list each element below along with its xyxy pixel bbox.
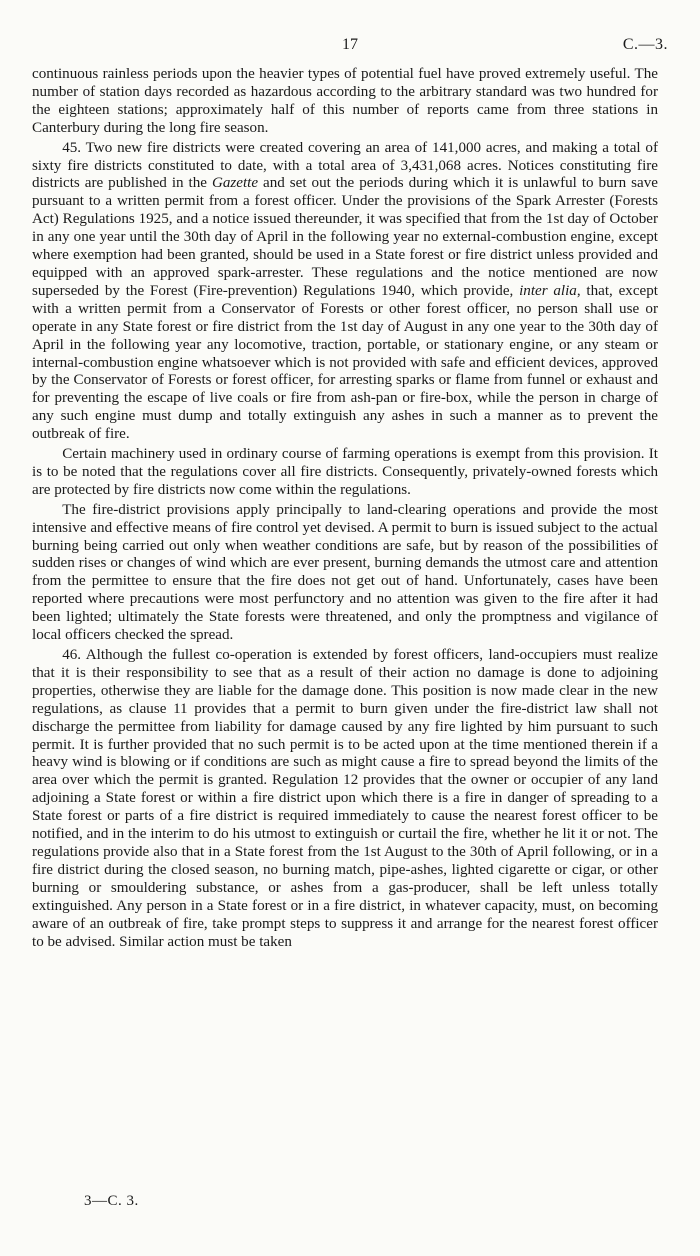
paragraph bbox=[32, 502, 658, 645]
italic-text: Gazette bbox=[211, 175, 259, 192]
page-number: 17 bbox=[342, 36, 358, 53]
paragraph bbox=[32, 647, 658, 951]
paragraph-text: The fire-district provisions apply principally to land-clearing operations and provide the most intensive and effective means of fire control yet devised. A permit to burn is issued subject to the actual burning being carried out only when weather conditions are safe, but by reason of the possibilities of sudden rises or changes of wind which are ever present, burning demands the utmost care and attention from the permittee to ensure that the fire does not get out of hand. Unfortunately, cases have been reported where precautions were most perfunctory and no attention was given to the fire after it had been lighted; ultimately the State forests were threatened, and only the promptness and vigilance of local officers checked the spread. bbox=[32, 501, 658, 644]
paragraph-text: Two new fire districts were created covering an area of 141,000 acres, and making a total of sixty fire districts constituted to date, with a total area of 3,431,068 acres. Notices constituting fire districts are published in the bbox=[32, 139, 658, 192]
document-code: C.—3. bbox=[622, 36, 668, 53]
paragraph-number: 45. bbox=[62, 139, 82, 156]
printer-signature: 3—C. 3. bbox=[84, 1193, 139, 1209]
document-body bbox=[32, 66, 658, 951]
paragraph bbox=[32, 446, 658, 500]
paragraph-text: continuous rainless periods upon the heavier types of potential fuel have proved extremely useful. The number of station days recorded as hazardous according to the arbitrary standard was two hundred for the eighteen stations; approximately half of this number of reports came from three stations in Canterbury during the long fire season. bbox=[32, 66, 658, 136]
paragraph-text: Although the fullest co-operation is extended by forest officers, land-occupiers must realize that it is their responsibility to see that as a result of their action no damage is done to adjoining properties, otherwise they are liable for the damage done. This position is now made clear in the new regulations, as clause 11 provides that a permit to burn given under the fire-district law shall not discharge the permittee from liability for damage caused by any fire lighted by him pursuant to such permit. It is further provided that no such permit is to be acted upon at the time mentioned therein if a heavy wind is blowing or if conditions are such as might cause a fire to spread beyond the limits of the area over which the permit is granted. Regulation 12 provides that the owner or occupier of any land adjoining a State forest or within a fire district upon which there is a fire in danger of spreading to a State forest or parts of a fire district is required immediately to cause the nearest forest officer to be notified, and in the interim to do his utmost to extinguish or curtail the fire, whether he lit it or not. The regulations provide also that in a State forest from the 1st August to the 30th of April following, or in a fire district during the closed season, no burning match, pipe-ashes, lighted cigarette or cigar, or other burning or smouldering substance, or ashes from a gas-producer, shall be left unless totally extinguished. Any person in a State forest or in a fire district, in whatever capacity, must, on becoming aware of an outbreak of fire, take prompt steps to suppress it and arrange for the nearest forest officer to be advised. Similar action must be taken bbox=[32, 647, 658, 950]
italic-text: inter alia bbox=[519, 282, 577, 299]
paragraph-number: 46. bbox=[62, 647, 82, 663]
page-header bbox=[32, 36, 668, 56]
paragraph-text: Certain machinery used in ordinary course of farming operations is exempt from this provision. It is to be noted that the regulations cover all fire districts. Consequently, privately-owned forests which are protected by fire districts now come within the regulations. bbox=[32, 446, 658, 498]
paragraph-text: and set out the periods during which it is unlawful to burn save pursuant to a written permit from a forest officer. Under the provisions of the Spark Arrester (Forests Act) Regulations 1925, and a notice issued thereunder, it was specified that from the 1st day of October in any one year until the 30th day of April in the following year no external-combustion engine, except where exemption had been granted, should be used in a State forest or fire district unless provided and equipped with an approved spark-arrester. These regulations and the notice mentioned are now superseded by the Forest (Fire-prevention) Regulations 1940, which provide, bbox=[32, 175, 659, 299]
paragraph-text: , that, except with a written permit from a Conservator of Forests or other forest officer, no person shall use or operate in any State forest or fire district from the 1st day of August in any one year to the 30th day of April in the following year any locomotive, traction, portable, or stationary engine, or any steam or internal-combustion engine whatsoever which is not provided with safe and efficient devices, approved by the Conservator of Forests or forest officer, for arresting sparks or flame from funnel or exhaust and for preventing the escape of live coals or fire from ash-pan or fire-box, while the person in charge of any such engine must dump and totally extinguish any ashes in such a manner as to prevent the outbreak of fire. bbox=[32, 282, 658, 443]
paragraph bbox=[32, 66, 658, 138]
paragraph bbox=[32, 140, 658, 444]
